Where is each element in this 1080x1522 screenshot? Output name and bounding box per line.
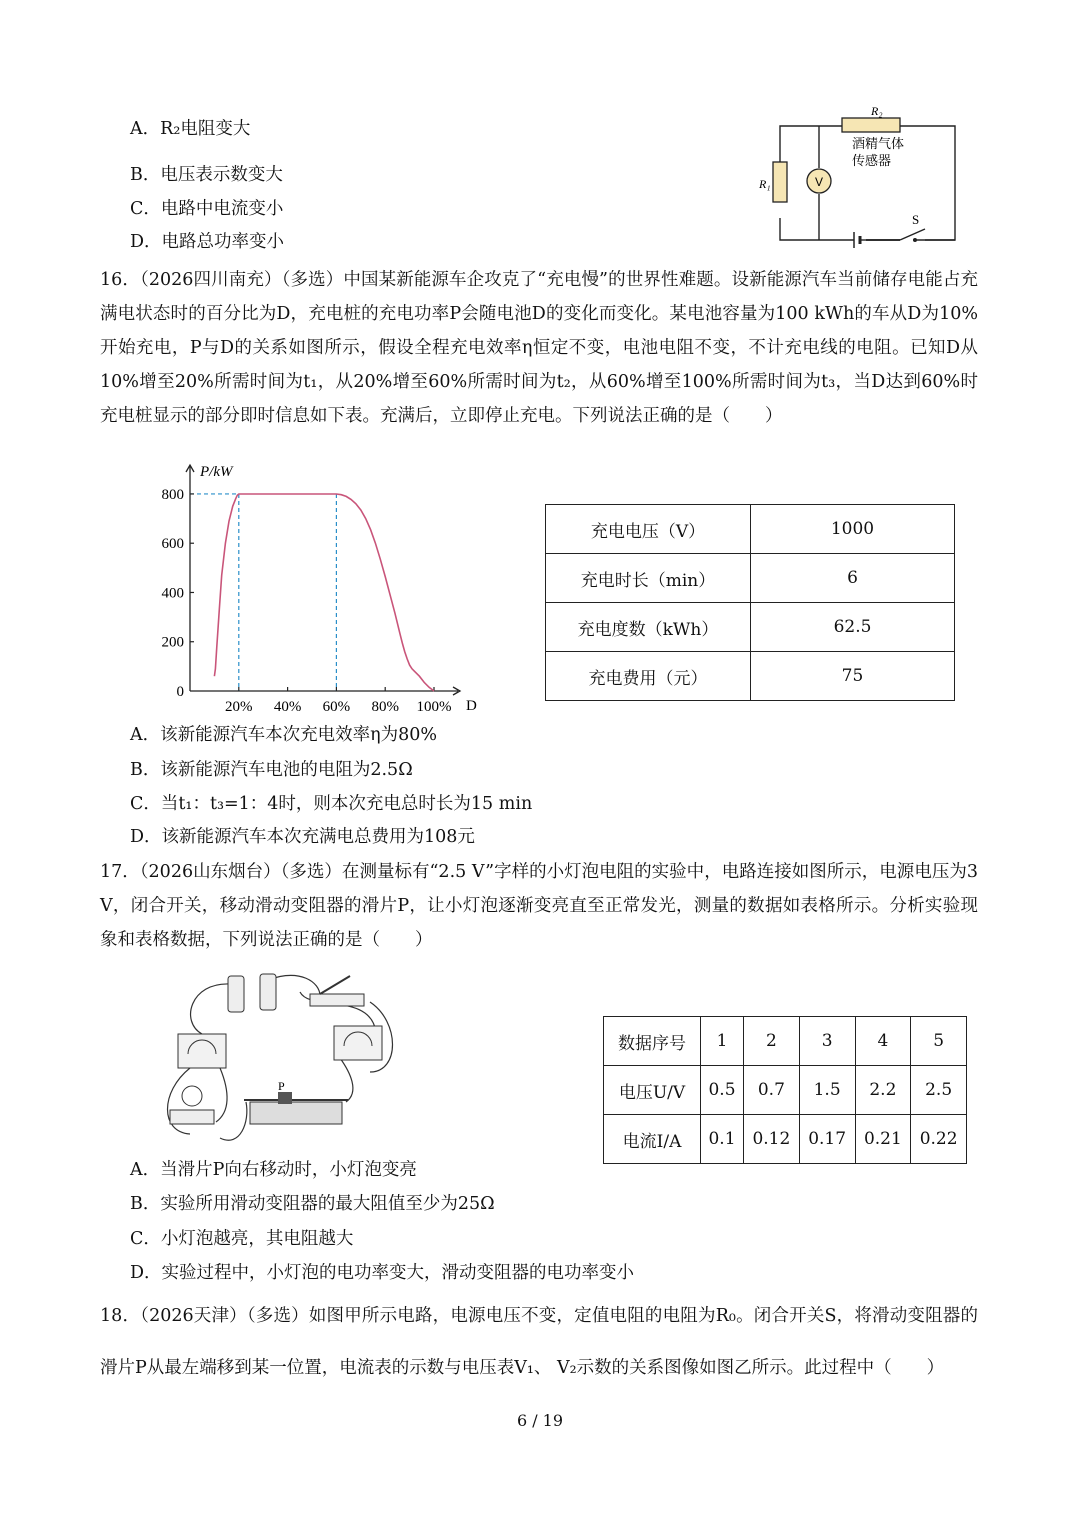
table-cell: 2: [744, 1017, 800, 1066]
x-tick-label: 80%: [371, 699, 399, 715]
table-cell: 3: [799, 1017, 855, 1066]
q17-option-c: C．小灯泡越亮，其电阻越大: [130, 1229, 354, 1249]
q15-option-a: A．R₂电阻变大: [130, 119, 251, 139]
q17-option-a: A．当滑片P向右移动时，小灯泡变亮: [130, 1160, 417, 1180]
battery-pair-icon: [228, 974, 276, 1012]
q16-option-a: A．该新能源汽车本次充电效率η为80%: [130, 725, 438, 745]
x-tick-label: 20%: [225, 699, 253, 715]
slider-label: P: [278, 1079, 285, 1093]
x-tick-label: 60%: [322, 699, 351, 715]
q15-option-b: B．电压表示数变大: [130, 165, 283, 185]
q15-option-d: D．电路总功率变小: [130, 232, 285, 252]
q16-option-b: B．该新能源汽车电池的电阻为2.5Ω: [130, 760, 413, 780]
table-cell: 0.17: [799, 1115, 855, 1164]
y-tick-label: 800: [161, 486, 184, 503]
r1-resistor: [773, 162, 787, 202]
y-axis-label: P/kW: [200, 464, 233, 480]
table-row: [546, 505, 955, 554]
table-row: [604, 1115, 967, 1164]
q17-question-text: 17．（2026山东烟台）（多选）在测量标有“2.5 V”字样的小灯泡电阻的实验中，电路连接如图所示，电源电压为3 V，闭合开关，移动滑动变阻器的滑片P，让小灯泡逐渐变亮直至正常发光，测量的数据如表格所示。分析实验现象和表格数据，下列说法正确的是（ ）: [100, 862, 978, 950]
q16-charging-info-table: [545, 504, 955, 701]
voltmeter-icon: [178, 1034, 226, 1068]
y-tick-label: 400: [161, 585, 184, 602]
table-cell: 75: [751, 652, 955, 701]
x-tick-label: 40%: [273, 699, 302, 715]
table-cell: 1: [701, 1017, 744, 1066]
table-row: [604, 1066, 967, 1115]
table-cell: 充电电压（V）: [546, 505, 751, 554]
table-cell: 5: [911, 1017, 967, 1066]
q15-option-c: C．电路中电流变小: [130, 199, 284, 219]
x-axis-label: D: [466, 698, 477, 714]
table-cell: 2.5: [911, 1066, 967, 1115]
power-curve-line: [214, 494, 434, 691]
rheostat-icon: [244, 1092, 348, 1124]
y-tick-label: 0: [176, 684, 184, 700]
sensor-label-1: 酒精气体: [852, 136, 905, 151]
r1-label: R₁: [759, 177, 771, 191]
q16-option-c: C．当t₁：t₃=1：4时，则本次充电总时长为15 min: [130, 794, 533, 814]
q15-circuit-diagram: [740, 98, 970, 250]
ammeter-icon: [334, 1026, 382, 1060]
voltmeter-label: V: [814, 175, 824, 189]
table-cell: 1000: [751, 505, 955, 554]
switch-icon: [310, 976, 364, 1006]
table-cell: 0.5: [701, 1066, 744, 1115]
table-cell: 4: [855, 1017, 911, 1066]
light-bulb-icon: [170, 1086, 214, 1124]
table-cell: 1.5: [799, 1066, 855, 1115]
q17-experiment-apparatus: [150, 962, 410, 1148]
table-cell: 0.21: [855, 1115, 911, 1164]
table-cell: 充电费用（元）: [546, 652, 751, 701]
q17-data-table: [603, 1016, 967, 1164]
table-row: [546, 603, 955, 652]
q17-option-d: D．实验过程中，小灯泡的电功率变大，滑动变阻器的电功率变小: [130, 1263, 635, 1283]
table-row: [546, 554, 955, 603]
q16-option-d: D．该新能源汽车本次充满电总费用为108元: [130, 827, 475, 847]
sensor-label-2: 传感器: [852, 153, 892, 168]
q16-power-chart: [150, 458, 490, 720]
y-tick-label: 600: [161, 536, 184, 553]
table-cell: 数据序号: [604, 1017, 701, 1066]
table-cell: 0.1: [701, 1115, 744, 1164]
y-tick-label: 200: [161, 634, 184, 651]
q18-question-text: 18．（2026天津）（多选）如图甲所示电路，电源电压不变，定值电阻的电阻为R₀。闭合开关S，将滑动变阻器的滑片P从最左端移到某一位置，电流表的示数与电压表V₁、 V₂示数的关系图像如图乙所示。此过程中（ ）: [100, 1306, 978, 1378]
switch-icon: [900, 229, 925, 240]
q17-option-b: B．实验所用滑动变阻器的最大阻值至少为25Ω: [130, 1194, 495, 1214]
table-cell: 电压U/V: [604, 1066, 701, 1115]
table-cell: 0.12: [744, 1115, 800, 1164]
table-cell: 6: [751, 554, 955, 603]
table-row: [546, 652, 955, 701]
table-cell: 充电度数（kWh）: [546, 603, 751, 652]
x-tick-label: 100%: [416, 699, 452, 715]
table-cell: 62.5: [751, 603, 955, 652]
table-cell: 0.7: [744, 1066, 800, 1115]
table-cell: 2.2: [855, 1066, 911, 1115]
table-cell: 充电时长（min）: [546, 554, 751, 603]
page-number: 6 / 19: [516, 1411, 564, 1430]
r2-label: R₂: [871, 104, 883, 118]
switch-label: S: [912, 212, 920, 227]
table-row: [604, 1017, 967, 1066]
table-cell: 0.22: [911, 1115, 967, 1164]
r2-resistor: [842, 118, 900, 132]
q16-question-text: 16．（2026四川南充）（多选）中国某新能源车企攻克了“充电慢”的世界性难题。设新能源汽车当前储存电能占充满电状态时的百分比为D，充电桩的充电功率P会随电池D的变化而变化。某电池容量为100 kWh的车从D为10%开始充电，P与D的关系如图所示，假设全程充电效率η恒定不变，电池电阻不变，不计充电线的电阻。已知D从10%增至20%所需时间为t₁，从20%增至60%所需时间为t₂，从60%增至100%所需时间为t₃，当D达到60%时充电桩显示的部分即时信息如下表。充满后，立即停止充电。下列说法正确的是（ ）: [100, 270, 978, 426]
table-cell: 电流I/A: [604, 1115, 701, 1164]
